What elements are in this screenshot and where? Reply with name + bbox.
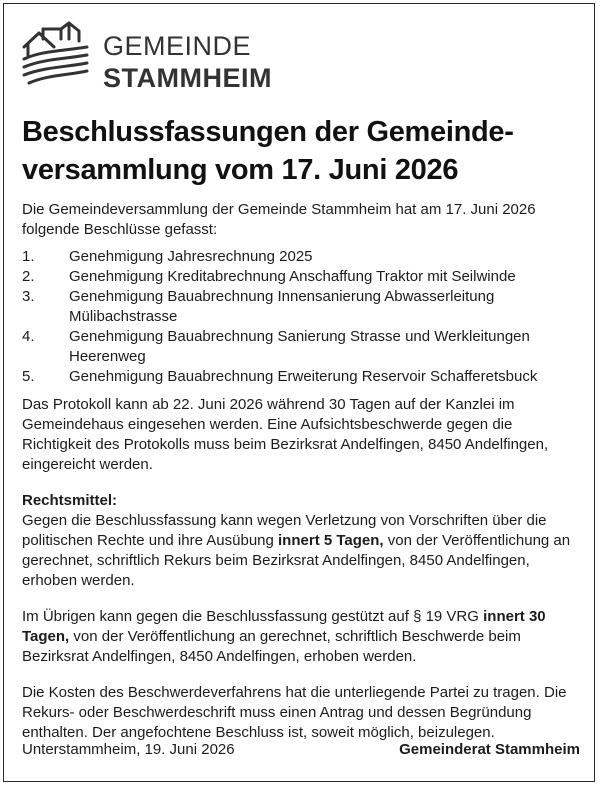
signature: Gemeinderat Stammheim xyxy=(399,741,580,758)
decision-list xyxy=(22,247,582,387)
list-item: 3. Genehmigung Bauabrechnung Innensanierung Abwasserleitung Mülibachstrasse xyxy=(22,288,495,325)
intro-paragraph: Die Gemeindeversammlung der Gemeinde Stammheim hat am 17. Juni 2026 folgende Beschlüsse gefasst: xyxy=(22,201,536,238)
page-title: Beschlussfassungen der Gemeinde-versammlung vom 17. Juni 2026 xyxy=(22,116,514,186)
remedies-paragraph-2: Im Übrigen kann gegen die Beschlussfassung gestützt auf § 19 VRG innert 30 Tagen, von der Veröffentlichung an gerechnet, schriftlich Beschwerde beim Bezirksrat Andelfingen, 8450 Andelfingen, erhoben werden. xyxy=(22,608,546,665)
list-item: 4. Genehmigung Bauabrechnung Sanierung Strasse und Werkleitungen Heerenweg xyxy=(22,328,530,365)
logo-text-gemeinde: GEMEINDE xyxy=(103,31,252,61)
list-item: 5. Genehmigung Bauabrechnung Erweiterung Reservoir Schafferetsbuck xyxy=(22,368,538,385)
list-item: 1. Genehmigung Jahresrechnung 2025 xyxy=(22,248,313,265)
municipality-logo xyxy=(21,17,321,95)
remedies-paragraph-1: Gegen die Beschlussfassung kann wegen Verletzung von Vorschriften über die politischen Rechte und ihre Ausübung innert 5 Tagen, von der Veröffentlichung an gerechnet, schriftlich Rekurs beim Bezirksrat Andelfingen, 8450 Andelfingen, erhoben werden. xyxy=(22,512,571,589)
list-item: 2. Genehmigung Kreditabrechnung Anschaffung Traktor mit Seilwinde xyxy=(22,268,516,285)
notice-body xyxy=(22,200,582,743)
village-hill-logo-icon xyxy=(21,17,91,87)
costs-paragraph: Die Kosten des Beschwerdeverfahrens hat die unterliegende Partei zu tragen. Die Rekurs- oder Beschwerdeschrift muss einen Antrag und dessen Begründung enthalten. Der angefochtene Beschluss ist, soweit möglich, beizulegen. xyxy=(22,684,567,741)
remedies-heading: Rechtsmittel: xyxy=(22,492,118,509)
logo-text-stammheim: STAMMHEIM xyxy=(103,63,272,93)
place-date: Unterstammheim, 19. Juni 2026 xyxy=(22,741,235,758)
protocol-paragraph: Das Protokoll kann ab 22. Juni 2026 während 30 Tagen auf der Kanzlei im Gemeindehaus eingesehen werden. Eine Aufsichtsbeschwerde gegen die Richtigkeit des Protokolls muss beim Bezirksrat Andelfingen, 8450 Andelfingen, eingereicht werden. xyxy=(22,396,549,473)
